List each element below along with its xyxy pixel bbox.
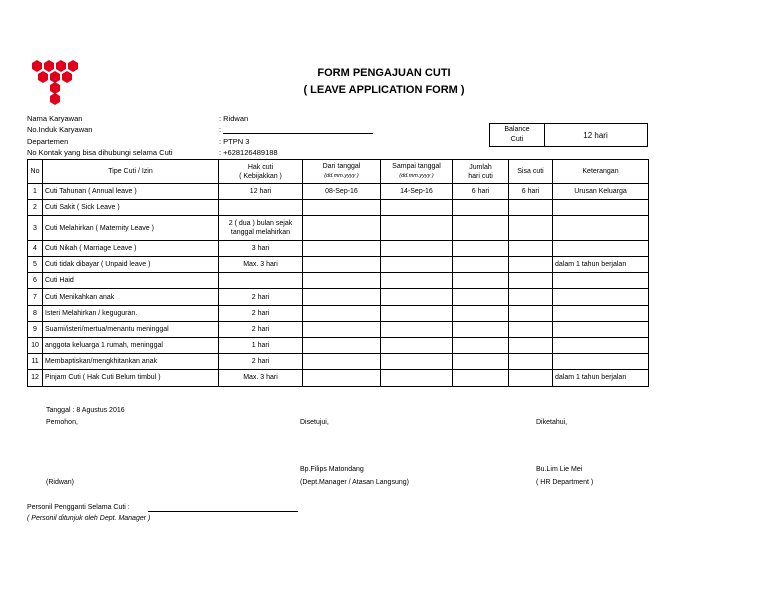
row-from[interactable] bbox=[303, 200, 381, 216]
row-notes[interactable] bbox=[553, 273, 649, 289]
row-no: 5 bbox=[28, 257, 43, 273]
row-to[interactable] bbox=[381, 338, 453, 354]
row-days[interactable]: 6 hari bbox=[453, 184, 509, 200]
row-type: Cuti Menikahkan anak bbox=[43, 289, 219, 305]
row-to[interactable] bbox=[381, 273, 453, 289]
row-type: Pinjam Cuti ( Hak Cuti Belum timbul ) bbox=[43, 370, 219, 386]
approver-role: (Dept.Manager / Atasan Langsung) bbox=[300, 479, 409, 486]
table-row bbox=[28, 216, 649, 241]
row-remaining[interactable] bbox=[509, 200, 553, 216]
row-remaining[interactable] bbox=[509, 257, 553, 273]
table-row bbox=[28, 184, 649, 200]
row-quota bbox=[219, 200, 303, 216]
row-days[interactable] bbox=[453, 305, 509, 321]
row-type: Cuti Sakit ( Sick Leave ) bbox=[43, 200, 219, 216]
table-row bbox=[28, 321, 649, 337]
row-days[interactable] bbox=[453, 338, 509, 354]
application-date: Tanggal : 8 Agustus 2016 bbox=[46, 407, 125, 414]
leave-balance-value: 12 hari bbox=[583, 130, 608, 140]
row-notes[interactable]: dalam 1 tahun berjalan bbox=[553, 257, 649, 273]
table-row bbox=[28, 338, 649, 354]
row-from[interactable]: 08-Sep-16 bbox=[303, 184, 381, 200]
row-to[interactable]: 14-Sep-16 bbox=[381, 184, 453, 200]
department-label: Departemen bbox=[27, 137, 69, 146]
row-notes[interactable] bbox=[553, 240, 649, 256]
row-no: 4 bbox=[28, 240, 43, 256]
row-notes[interactable] bbox=[553, 321, 649, 337]
row-no: 10 bbox=[28, 338, 43, 354]
row-type: Cuti Nikah ( Marriage Leave ) bbox=[43, 240, 219, 256]
row-from[interactable] bbox=[303, 354, 381, 370]
row-quota: 2 hari bbox=[219, 321, 303, 337]
row-notes[interactable] bbox=[553, 338, 649, 354]
row-type: Cuti tidak dibayar ( Unpaid leave ) bbox=[43, 257, 219, 273]
row-quota: 1 hari bbox=[219, 338, 303, 354]
row-days[interactable] bbox=[453, 200, 509, 216]
row-from[interactable] bbox=[303, 338, 381, 354]
row-type: Cuti Haid bbox=[43, 273, 219, 289]
table-row bbox=[28, 257, 649, 273]
row-quota: Max. 3 hari bbox=[219, 257, 303, 273]
row-no: 8 bbox=[28, 305, 43, 321]
row-days[interactable] bbox=[453, 354, 509, 370]
row-to[interactable] bbox=[381, 216, 453, 241]
replacement-note: ( Personil ditunjuk oleh Dept. Manager ) bbox=[27, 515, 151, 522]
name-label: Nama Karyawan bbox=[27, 114, 83, 123]
replacement-label: Personil Pengganti Selama Cuti : bbox=[27, 504, 130, 511]
row-days[interactable] bbox=[453, 257, 509, 273]
contact-label: No Kontak yang bisa dihubungi selama Cuti bbox=[27, 148, 173, 157]
header-remaining: Sisa cuti bbox=[509, 160, 553, 184]
row-remaining[interactable] bbox=[509, 321, 553, 337]
row-from[interactable] bbox=[303, 305, 381, 321]
approver-name: Bp.Filips Matondang bbox=[300, 466, 364, 473]
acknowledger-role: ( HR Department ) bbox=[536, 479, 594, 486]
row-quota bbox=[219, 273, 303, 289]
row-quota: Max. 3 hari bbox=[219, 370, 303, 386]
row-no: 3 bbox=[28, 216, 43, 241]
row-notes[interactable]: Urusan Keluarga bbox=[553, 184, 649, 200]
table-row bbox=[28, 370, 649, 386]
row-from[interactable] bbox=[303, 321, 381, 337]
row-days[interactable] bbox=[453, 216, 509, 241]
row-quota: 2 hari bbox=[219, 354, 303, 370]
header-quota: Hak cuti ( Kebijakkan ) bbox=[219, 160, 303, 184]
row-to[interactable] bbox=[381, 321, 453, 337]
row-days[interactable] bbox=[453, 321, 509, 337]
row-no: 6 bbox=[28, 273, 43, 289]
row-type: Cuti Melahirkan ( Maternity Leave ) bbox=[43, 216, 219, 241]
row-to[interactable] bbox=[381, 240, 453, 256]
row-notes[interactable]: dalam 1 tahun berjalan bbox=[553, 370, 649, 386]
row-notes[interactable] bbox=[553, 200, 649, 216]
row-quota: 3 hari bbox=[219, 240, 303, 256]
row-notes[interactable] bbox=[553, 305, 649, 321]
table-row bbox=[28, 289, 649, 305]
row-to[interactable] bbox=[381, 200, 453, 216]
row-remaining[interactable] bbox=[509, 338, 553, 354]
employee-id-label: No.Induk Karyawan bbox=[27, 125, 93, 134]
table-row bbox=[28, 200, 649, 216]
applicant-label: Pemohon, bbox=[46, 419, 78, 426]
row-notes[interactable] bbox=[553, 216, 649, 241]
row-notes[interactable] bbox=[553, 289, 649, 305]
row-from[interactable] bbox=[303, 289, 381, 305]
table-row bbox=[28, 240, 649, 256]
row-type: Cuti Tahunan ( Annual leave ) bbox=[43, 184, 219, 200]
replacement-field[interactable] bbox=[148, 511, 298, 512]
row-to[interactable] bbox=[381, 257, 453, 273]
form-title: FORM PENGAJUAN CUTI bbox=[317, 67, 451, 79]
leave-table bbox=[27, 159, 649, 387]
row-type: Isteri Melahirkan / keguguran. bbox=[43, 305, 219, 321]
approver-label: Disetujui, bbox=[300, 419, 329, 426]
name-value: : Ridwan bbox=[219, 114, 249, 123]
row-from[interactable] bbox=[303, 216, 381, 241]
row-from[interactable] bbox=[303, 257, 381, 273]
header-to: Sampai tanggal (dd.mm.yyyy ) bbox=[381, 160, 453, 184]
row-to[interactable] bbox=[381, 289, 453, 305]
header-days: Jumlah hari cuti bbox=[453, 160, 509, 184]
row-remaining[interactable] bbox=[509, 289, 553, 305]
leave-balance-label: Balance Cuti bbox=[490, 124, 545, 146]
row-notes[interactable] bbox=[553, 354, 649, 370]
row-type: Membaptiskan/mengkhitankan anak bbox=[43, 354, 219, 370]
row-remaining[interactable] bbox=[509, 240, 553, 256]
row-to[interactable] bbox=[381, 354, 453, 370]
employee-id-underline bbox=[223, 133, 373, 134]
row-days[interactable] bbox=[453, 289, 509, 305]
applicant-name: (Ridwan) bbox=[46, 479, 75, 486]
row-quota: 12 hari bbox=[219, 184, 303, 200]
row-from[interactable] bbox=[303, 370, 381, 386]
row-days[interactable] bbox=[453, 240, 509, 256]
form-subtitle: ( LEAVE APPLICATION FORM ) bbox=[303, 84, 465, 96]
header-no: No bbox=[28, 160, 43, 184]
header-type: Tipe Cuti / Izin bbox=[43, 160, 219, 184]
table-row bbox=[28, 354, 649, 370]
header-from: Dari tanggal (dd.mm.yyyy ) bbox=[303, 160, 381, 184]
row-type: anggota keluarga 1 rumah, meninggal bbox=[43, 338, 219, 354]
table-header-row bbox=[28, 160, 649, 184]
row-no: 11 bbox=[28, 354, 43, 370]
row-to[interactable] bbox=[381, 370, 453, 386]
row-remaining[interactable] bbox=[509, 216, 553, 241]
row-remaining[interactable] bbox=[509, 370, 553, 386]
row-remaining[interactable]: 6 hari bbox=[509, 184, 553, 200]
header-notes: Keterangan bbox=[553, 160, 649, 184]
row-remaining[interactable] bbox=[509, 305, 553, 321]
row-quota: 2 hari bbox=[219, 305, 303, 321]
acknowledger-label: Diketahui, bbox=[536, 419, 568, 426]
row-no: 2 bbox=[28, 200, 43, 216]
row-no: 9 bbox=[28, 321, 43, 337]
row-days[interactable] bbox=[453, 273, 509, 289]
leave-balance-box bbox=[489, 123, 648, 147]
employee-id-value: : bbox=[219, 125, 222, 134]
row-quota: 2 ( dua ) bulan sejak tanggal melahirkan bbox=[219, 216, 303, 241]
row-remaining[interactable] bbox=[509, 273, 553, 289]
row-from[interactable] bbox=[303, 240, 381, 256]
row-no: 1 bbox=[28, 184, 43, 200]
row-quota: 2 hari bbox=[219, 289, 303, 305]
row-to[interactable] bbox=[381, 305, 453, 321]
acknowledger-name: Bu.Lim Lie Mei bbox=[536, 466, 583, 473]
row-remaining[interactable] bbox=[509, 354, 553, 370]
contact-value: : +628126489188 bbox=[219, 148, 278, 157]
row-days[interactable] bbox=[453, 370, 509, 386]
row-no: 12 bbox=[28, 370, 43, 386]
table-row bbox=[28, 273, 649, 289]
row-from[interactable] bbox=[303, 273, 381, 289]
row-no: 7 bbox=[28, 289, 43, 305]
row-type: Suami/isteri/mertua/menantu meninggal bbox=[43, 321, 219, 337]
department-value: : PTPN 3 bbox=[219, 137, 250, 146]
table-row bbox=[28, 305, 649, 321]
